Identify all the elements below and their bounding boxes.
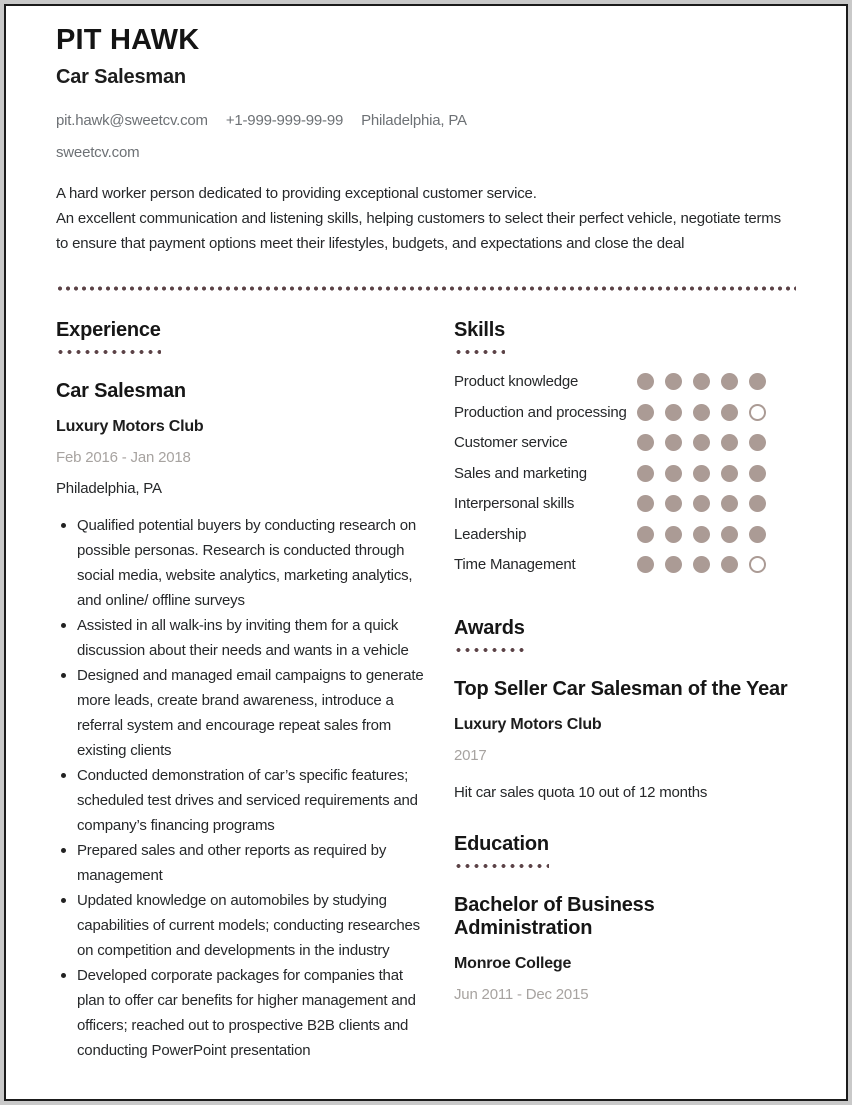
skill-dot-filled [749,465,766,482]
left-column [56,319,424,1063]
job-dates: Feb 2016 - Jan 2018 [56,449,191,467]
skill-dots [637,465,766,482]
summary-line: A hard worker person dedicated to providing exceptional customer service. [56,185,537,203]
education-degree: Bachelor of Business Administration [454,893,655,939]
summary-line: An excellent communication and listening skills, helping customers to select their perfect vehicle, negotiate terms to ensure that payment options meet their lifestyles, budgets, and expectations and close the deal [56,210,781,253]
skill-dots [637,526,766,543]
skill-row [454,495,796,512]
skill-dot-filled [721,404,738,421]
skill-row [454,373,796,390]
section-title: Education [454,832,549,855]
job-bullet: Conducted demonstration of car’s specific features; scheduled test drives and serviced requirements and company’s financing programs [56,763,424,838]
skill-label: Production and processing [454,403,627,421]
contact-email[interactable]: pit.hawk@sweetcv.com [56,112,208,130]
skill-dots [637,373,766,390]
person-job-title: Car Salesman [56,66,186,89]
experience-section-heading [56,319,161,354]
section-title: Skills [454,319,506,342]
skill-row [454,434,796,451]
job-bullet: Designed and managed email campaigns to generate more leads, create brand awareness, introduce a referral system and encourage repeat sales from existing clients [56,663,424,763]
contact-row [56,112,796,129]
skill-dot-filled [693,373,710,390]
skills-section-heading [454,319,505,354]
skill-dot-filled [721,465,738,482]
skill-dot-filled [637,495,654,512]
skill-dot-filled [749,434,766,451]
skill-dot-filled [721,526,738,543]
skill-row [454,465,796,482]
award-issuer: Luxury Motors Club [454,715,602,733]
skill-row [454,556,796,573]
skill-dot-filled [665,556,682,573]
job-bullet-list [56,513,424,1063]
job-company: Luxury Motors Club [56,418,204,436]
contact-website-link[interactable]: sweetcv.com [56,144,140,162]
skill-dots [637,434,766,451]
skill-label: Leadership [454,525,527,543]
skill-dot-filled [693,465,710,482]
skill-dot-filled [721,556,738,573]
heading-dots-underline [454,350,505,354]
skill-dot-filled [665,495,682,512]
skill-dots [637,556,766,573]
award-year: 2017 [454,746,487,764]
two-column-body [56,319,796,1063]
website-row [56,144,796,161]
skill-dot-filled [665,526,682,543]
job-bullet: Updated knowledge on automobiles by studying capabilities of current models; conducting researches on competition and developments in the industry [56,888,424,963]
award-entry [454,678,796,801]
heading-dots-underline [56,350,161,354]
skill-label: Product knowledge [454,373,579,391]
skill-dot-filled [721,373,738,390]
skill-dot-filled [637,465,654,482]
section-title: Awards [454,616,525,639]
skill-dot-filled [665,373,682,390]
skill-label: Time Management [454,556,576,574]
skill-dot-filled [665,404,682,421]
skill-dots [637,495,766,512]
education-school: Monroe College [454,954,572,972]
skill-label: Customer service [454,434,568,452]
skill-dot-filled [749,373,766,390]
job-bullet: Qualified potential buyers by conducting research on possible personas. Research is conducted through social media, website analytics, marketing analytics, and online/ offline surveys [56,513,424,613]
job-bullet: Assisted in all walk-ins by inviting them for a quick discussion about their needs and wants in a vehicle [56,613,424,663]
skill-row [454,404,796,421]
education-dates: Jun 2011 - Dec 2015 [454,985,589,1003]
summary [56,181,796,256]
skill-dot-filled [693,495,710,512]
skill-dot-filled [665,465,682,482]
skill-dot-filled [721,495,738,512]
contact-location: Philadelphia, PA [361,112,467,130]
heading-dots-underline [454,648,525,652]
awards-section-heading [454,617,525,652]
contact-phone: +1-999-999-99-99 [225,112,344,130]
skill-dot-filled [637,526,654,543]
skill-dot-filled [721,434,738,451]
job-bullet: Prepared sales and other reports as required by management [56,838,424,888]
skill-dot-filled [693,526,710,543]
skill-dot-filled [637,373,654,390]
skill-dots [637,404,766,421]
skill-row [454,526,796,543]
award-description: Hit car sales quota 10 out of 12 months [454,783,708,801]
skill-dot-filled [693,434,710,451]
skill-label: Sales and marketing [454,464,587,482]
award-title: Top Seller Car Salesman of the Year [454,677,788,700]
skill-label: Interpersonal skills [454,495,575,513]
job-title: Car Salesman [56,380,186,403]
skill-dot-empty [749,556,766,573]
skill-dot-empty [749,404,766,421]
job-location: Philadelphia, PA [56,480,162,498]
skill-dot-filled [637,404,654,421]
skills-list [454,373,796,573]
right-column [454,319,796,1063]
education-section-heading [454,833,549,868]
skill-dot-filled [665,434,682,451]
experience-entry [56,380,424,1063]
skill-dot-filled [637,556,654,573]
heading-dots-underline [454,864,549,868]
skill-dot-filled [693,556,710,573]
section-title: Experience [56,319,161,342]
skill-dot-filled [749,495,766,512]
dotted-divider [56,286,796,291]
resume-content [6,6,846,1093]
person-name: PIT HAWK [56,24,200,56]
resume-page [4,4,848,1101]
education-entry [454,894,796,1003]
skill-dot-filled [749,526,766,543]
job-bullet: Developed corporate packages for companies that plan to offer car benefits for higher management and officers; reached out to prospective B2B clients and conducting PowerPoint presentation [56,963,424,1063]
skill-dot-filled [637,434,654,451]
skill-dot-filled [693,404,710,421]
